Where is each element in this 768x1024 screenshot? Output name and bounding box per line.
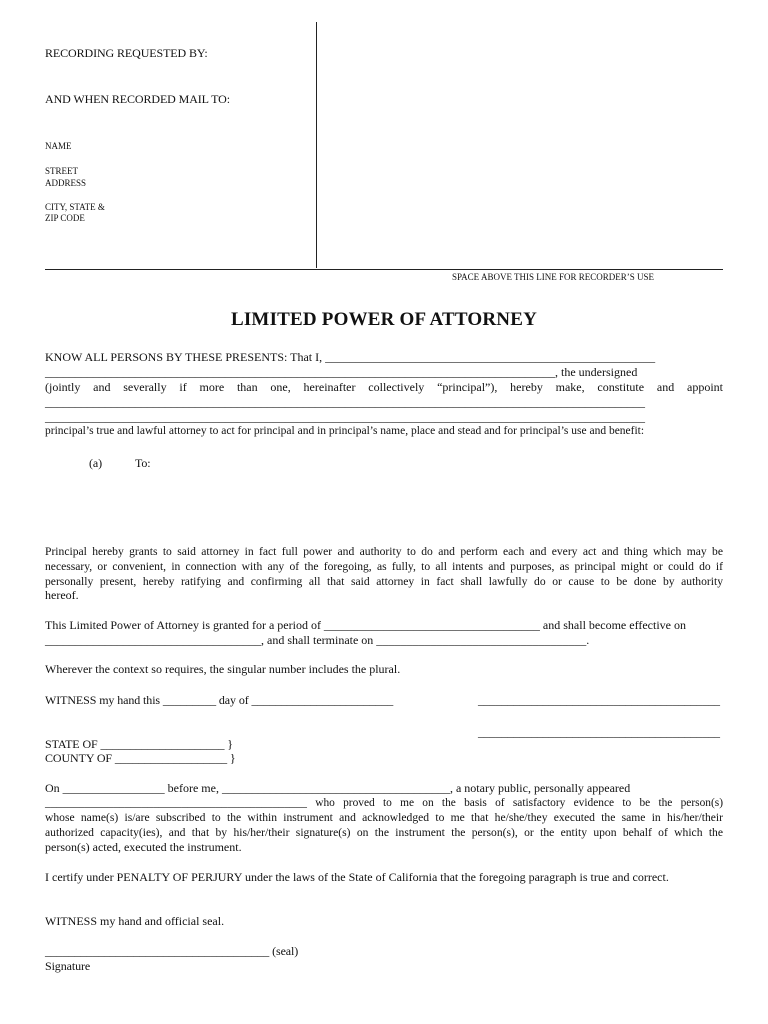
grant-line-1: Principal hereby grants to said attorney in fact full power and authority to do and perform each and every act and thing which may be — [45, 545, 723, 558]
grant-line-4: hereof. — [45, 588, 79, 602]
grant-line-2: necessary, or convenient, in connection with any of the foregoing, as fully, to all intents and purposes, as principal might or could do if — [45, 560, 723, 573]
notary-line-2: ______________________________________________ who proved to me on the basis of satisfactory evidence to be the person(s) — [45, 797, 723, 809]
recorder-use-note: SPACE ABOVE THIS LINE FOR RECORDER’S USE — [452, 272, 655, 282]
signature-line-2: _________________________________________ — [478, 725, 720, 739]
name-label: NAME — [45, 141, 72, 151]
intro-line-4: ____________________________________________________________________________________________________ — [45, 395, 645, 409]
intro-line-6: principal’s true and lawful attorney to act for principal and in principal’s name, place and stead and for principal’s use and benefit: — [45, 425, 645, 437]
notary-line-1: On _________________ before me, ______________________________________, a notary public, personally appeared — [45, 781, 631, 795]
document-title: LIMITED POWER OF ATTORNEY — [230, 309, 538, 330]
perjury-certification: I certify under PENALTY OF PERJURY under the laws of the State of California that the foregoing paragraph is true and correct. — [45, 870, 669, 884]
city-state-label: CITY, STATE & — [45, 202, 105, 212]
recording-requested-by: RECORDING REQUESTED BY: — [45, 46, 208, 60]
recorded-mail-to: AND WHEN RECORDED MAIL TO: — [45, 92, 230, 106]
item-a-text: To: — [135, 456, 151, 470]
intro-line-2: _____________________________________________________________________________________, the undersigned — [45, 365, 638, 379]
notary-line-5: person(s) acted, executed the instrument. — [45, 840, 242, 854]
zip-code-label: ZIP CODE — [45, 213, 85, 223]
notary-line-4: authorized capacity(ies), and that by his/her/their signature(s) on the instrument the person(s), or the entity upon behalf of which the — [45, 826, 723, 839]
recorder-use-line — [45, 269, 723, 270]
period-line-1: This Limited Power of Attorney is granted for a period of ____________________________________ and shall become effective on — [45, 618, 686, 632]
plural-clause: Wherever the context so requires, the singular number includes the plural. — [45, 662, 401, 676]
street-label: STREET — [45, 166, 78, 176]
address-label: ADDRESS — [45, 178, 87, 188]
intro-line-3: (jointly and severally if more than one, hereinafter collectively “principal”), hereby make, constitute and appoint — [45, 380, 723, 394]
grant-line-3: personally present, hereby ratifying and confirming all that said attorney in fact shall lawfully do or cause to be done by authority — [45, 575, 723, 588]
signature-label: Signature — [45, 959, 91, 973]
intro-line-5: ____________________________________________________________________________________________________ — [45, 410, 645, 424]
signature-line-1: _________________________________________ — [478, 693, 720, 707]
item-a-label: (a) — [89, 456, 103, 470]
notary-signature-line: ______________________________________ (seal) — [45, 944, 299, 958]
intro-line-1: KNOW ALL PERSONS BY THESE PRESENTS: That I, _______________________________________________________ — [45, 350, 656, 364]
state-of-line: STATE OF _____________________ } — [45, 737, 233, 751]
period-line-2: ____________________________________, and shall terminate on ___________________________________. — [45, 633, 590, 647]
county-of-line: COUNTY OF ___________________ } — [45, 751, 236, 765]
witness-seal-line: WITNESS my hand and official seal. — [45, 914, 225, 928]
notary-line-3: whose name(s) is/are subscribed to the within instrument and acknowledged to me that he/she/they executed the same in his/her/their — [45, 811, 723, 824]
recording-divider-vertical — [316, 22, 317, 268]
witness-date-line: WITNESS my hand this _________ day of ________________________ — [45, 693, 394, 707]
